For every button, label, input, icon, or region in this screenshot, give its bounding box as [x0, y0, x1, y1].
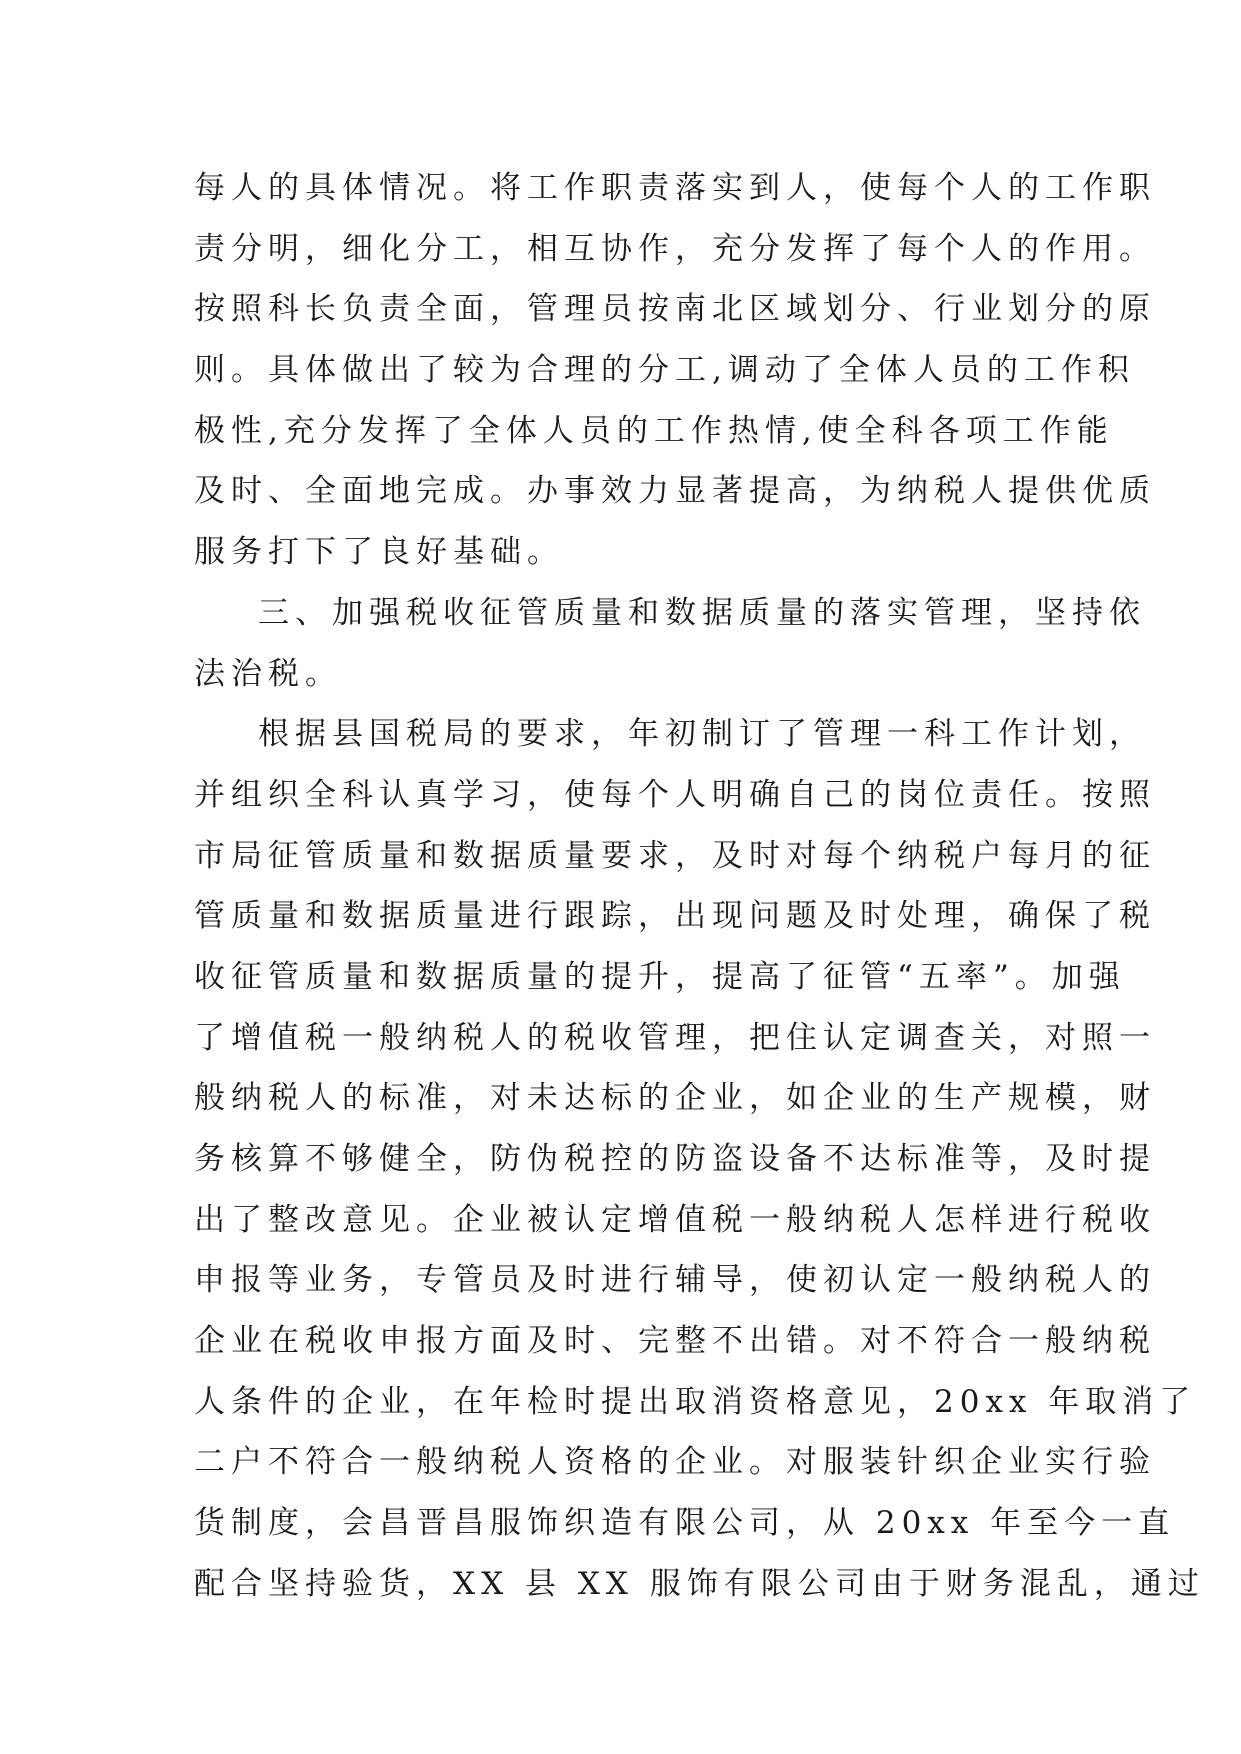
body-text — [194, 158, 1205, 1615]
text-line: 及时、全面地完成。办事效力显著提高，为纳税人提供优质 — [194, 473, 1156, 510]
text-line: 货制度，会昌晋昌服饰织造有限公司，从 20xx 年至今一直 — [194, 1505, 1176, 1542]
text-line: 极性,充分发挥了全体人员的工作热情,使全科各项工作能 — [194, 412, 1114, 449]
text-line: 申报等业务，专管员及时进行辅导，使初认定一般纳税人的 — [194, 1262, 1156, 1299]
paragraph-start: 根据县国税局的要求，年初制订了管理一科工作计划， — [258, 716, 1146, 753]
text-line: 并组织全科认真学习，使每个人明确自己的岗位责任。按照 — [194, 776, 1156, 813]
text-line: 务核算不够健全，防伪税控的防盗设备不达标准等，及时提 — [194, 1141, 1156, 1177]
text-line: 收征管质量和数据质量的提升，提高了征管“五率”。加强 — [194, 958, 1126, 995]
text-line: 市局征管质量和数据质量要求，及时对每个纳税户每月的征 — [194, 837, 1156, 874]
text-line: 服务打下了良好基础。 — [194, 534, 564, 571]
text-line: 责分明，细化分工，相互协作，充分发挥了每个人的作用。 — [194, 230, 1156, 267]
text-line: 管质量和数据质量进行跟踪，出现问题及时处理，确保了税 — [194, 898, 1156, 935]
text-line: 般纳税人的标准，对未达标的企业，如企业的生产规模，财 — [194, 1080, 1156, 1117]
text-line: 则。具体做出了较为合理的分工,调动了全体人员的工作积 — [194, 352, 1135, 389]
text-line: 二户不符合一般纳税人资格的企业。对服装针织企业实行验 — [194, 1444, 1156, 1481]
text-line: 每人的具体情况。将工作职责落实到人，使每个人的工作职 — [194, 170, 1156, 206]
text-line: 出了整改意见。企业被认定增值税一般纳税人怎样进行税收 — [194, 1201, 1156, 1238]
section-heading-continuation: 法治税。 — [194, 655, 342, 692]
section-heading: 三、加强税收征管质量和数据质量的落实管理，坚持依 — [258, 594, 1146, 631]
text-line: 人条件的企业，在年检时提出取消资格意见，20xx 年取消了 — [194, 1383, 1197, 1420]
text-line: 配合坚持验货，XX 县 XX 服饰有限公司由于财务混乱，通过 — [194, 1565, 1205, 1602]
text-line: 了增值税一般纳税人的税收管理，把住认定调查关，对照一 — [194, 1019, 1156, 1056]
text-line: 按照科长负责全面，管理员按南北区域划分、行业划分的原 — [194, 291, 1156, 328]
text-line: 企业在税收申报方面及时、完整不出错。对不符合一般纳税 — [194, 1323, 1156, 1360]
